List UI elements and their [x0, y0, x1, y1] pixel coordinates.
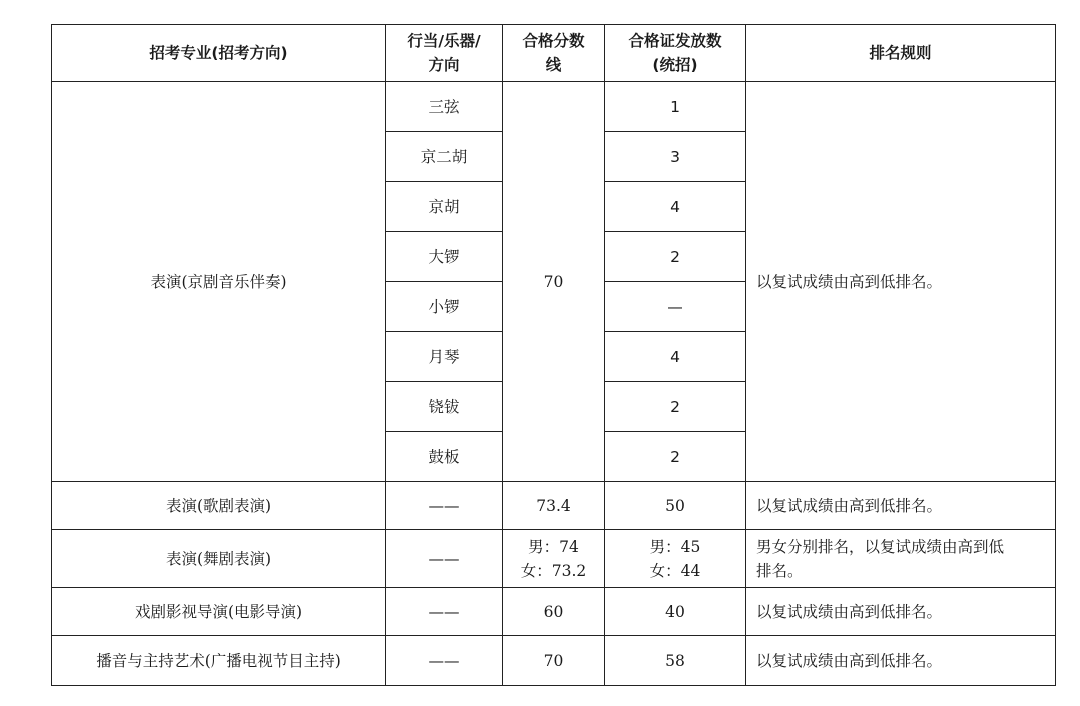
score-cell: 70 [503, 636, 605, 686]
cert-cell: 50 [605, 482, 746, 530]
table-row [52, 482, 1056, 530]
score-cell: 60 [503, 588, 605, 636]
table-row [52, 530, 1056, 588]
score-cell: 73.4 [503, 482, 605, 530]
rule-cell: 以复试成绩由高到低排名。 [746, 588, 1056, 636]
major-cell: 表演(舞剧表演) [52, 530, 386, 588]
instrument-cell: —— [386, 482, 503, 530]
rule-cell: 以复试成绩由高到低排名。 [746, 482, 1056, 530]
instrument-cell: —— [386, 636, 503, 686]
table-row [52, 82, 1056, 132]
instrument-cell: 京胡 [386, 182, 503, 232]
header-score: 合格分数 线 [503, 25, 605, 82]
cert-cell: — [605, 282, 746, 332]
instrument-cell: 铙钹 [386, 382, 503, 432]
instrument-cell: 大锣 [386, 232, 503, 282]
major-cell: 表演(歌剧表演) [52, 482, 386, 530]
header-rule: 排名规则 [746, 25, 1056, 82]
major-cell: 戏剧影视导演(电影导演) [52, 588, 386, 636]
cert-cell: 4 [605, 182, 746, 232]
cert-cell: 1 [605, 82, 746, 132]
rule-cell: 男女分别排名，以复试成绩由高到低 排名。 [746, 530, 1056, 588]
cert-cell: 2 [605, 382, 746, 432]
instrument-cell: —— [386, 588, 503, 636]
cert-cell: 4 [605, 332, 746, 382]
instrument-cell: 京二胡 [386, 132, 503, 182]
instrument-cell: 月琴 [386, 332, 503, 382]
major-cell: 播音与主持艺术(广播电视节目主持) [52, 636, 386, 686]
rule-cell: 以复试成绩由高到低排名。 [746, 636, 1056, 686]
group-rule: 以复试成绩由高到低排名。 [746, 82, 1056, 482]
cert-cell: 2 [605, 232, 746, 282]
group-score: 70 [503, 82, 605, 482]
instrument-cell: 鼓板 [386, 432, 503, 482]
score-cell: 男：74 女：73.2 [503, 530, 605, 588]
admission-table [51, 24, 1056, 686]
header-instrument: 行当/乐器/ 方向 [386, 25, 503, 82]
group-major: 表演(京剧音乐伴奏) [52, 82, 386, 482]
header-row [52, 25, 1056, 82]
header-major: 招考专业(招考方向) [52, 25, 386, 82]
cert-cell: 58 [605, 636, 746, 686]
cert-cell: 2 [605, 432, 746, 482]
table-row [52, 588, 1056, 636]
instrument-cell: 三弦 [386, 82, 503, 132]
cert-cell: 男：45 女：44 [605, 530, 746, 588]
instrument-cell: 小锣 [386, 282, 503, 332]
header-cert: 合格证发放数 (统招) [605, 25, 746, 82]
table-row [52, 636, 1056, 686]
cert-cell: 40 [605, 588, 746, 636]
cert-cell: 3 [605, 132, 746, 182]
instrument-cell: —— [386, 530, 503, 588]
